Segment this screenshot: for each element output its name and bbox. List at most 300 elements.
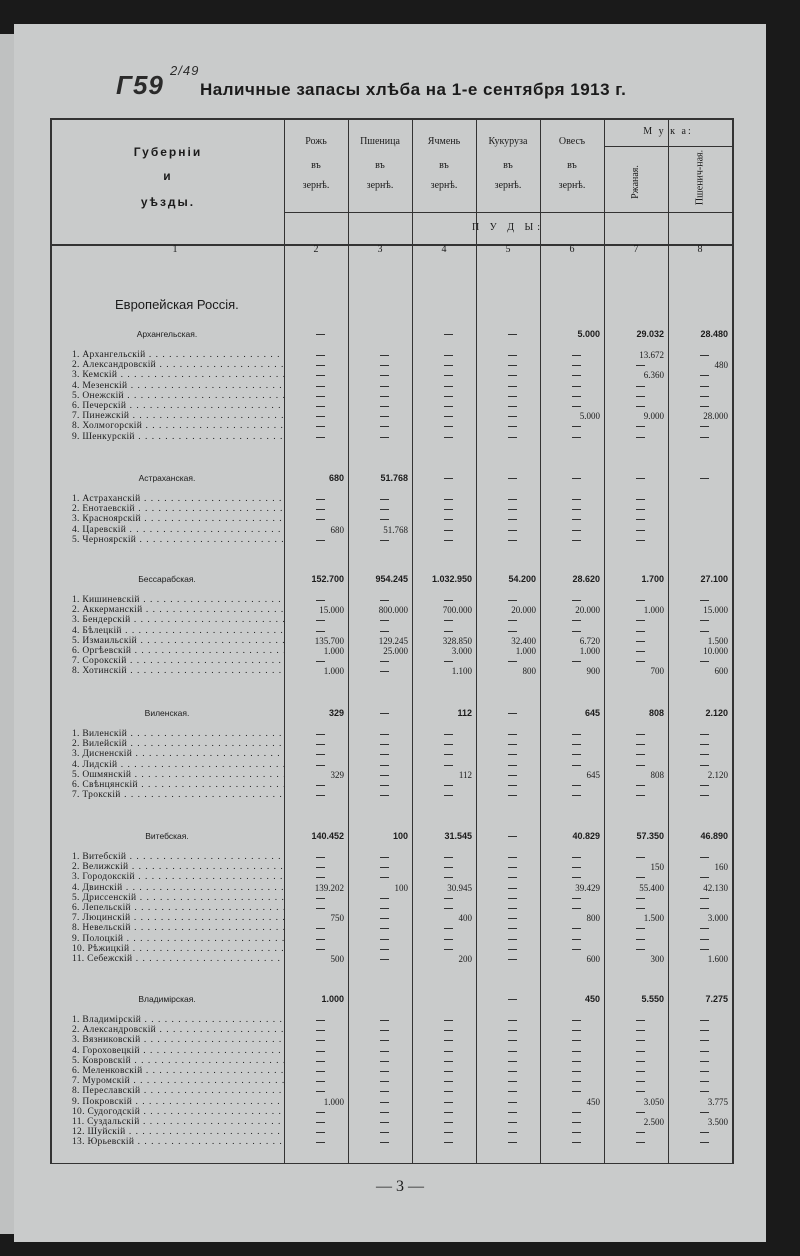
header-grain-label: въ [567,160,577,171]
empty-dash [636,396,645,397]
empty-dash [316,661,325,662]
empty-dash [316,1020,325,1021]
empty-dash [636,928,645,929]
table-column-line [604,118,605,1164]
empty-dash [508,519,517,520]
empty-dash [700,908,709,909]
empty-dash [380,365,389,366]
header-grain-label: Пшеница [360,136,400,147]
cell-value: 1.600 [707,954,728,964]
cell-value: 450 [586,1096,600,1107]
empty-dash [380,631,389,632]
empty-dash [444,1081,453,1082]
empty-dash [572,375,581,376]
cell-value: 900 [586,666,600,677]
page-number: — 3 — [376,1178,424,1195]
column-number: 2 [313,244,319,255]
district-name: 5. Черноярскій . . . [72,535,284,545]
empty-dash [444,1051,453,1052]
empty-dash [316,898,325,899]
empty-dash [700,375,709,376]
cell-value: 28.480 [700,329,728,339]
district-name: 3. Бендерскій . . . [72,615,284,625]
empty-dash [636,386,645,387]
table-top-line [50,118,734,120]
stamp-main: Г59 [116,70,164,100]
cell-value: 6.720 [579,635,600,646]
empty-dash [572,765,581,766]
empty-dash [316,744,325,745]
empty-dash [508,334,517,335]
empty-dash [380,416,389,417]
empty-dash [508,375,517,376]
header-grain-label: въ [439,160,449,171]
district-name: 5. Ошмянскій . . . [72,770,284,780]
empty-dash [444,426,453,427]
district-name: 1. Виленскій . . . [72,729,284,739]
empty-dash [636,1030,645,1031]
empty-dash [572,1061,581,1062]
empty-dash [316,1051,325,1052]
empty-dash [380,375,389,376]
empty-dash [380,795,389,796]
empty-dash [700,1081,709,1082]
cell-value: 5.000 [577,329,600,339]
empty-dash [380,713,389,714]
governorate-name: Архангельская. [136,329,198,339]
cell-value: 152.700 [311,574,344,584]
empty-dash [380,1132,389,1133]
header-grain-label: зернѣ. [366,180,394,191]
district-name: 2. Велижскій . . . [72,862,284,872]
empty-dash [508,1030,517,1031]
empty-dash [444,396,453,397]
district-name: 11. Себежскій . . . [72,954,284,964]
header-grain-label: въ [503,160,513,171]
district-name: 6. Меленковскій . . . [72,1066,284,1076]
empty-dash [508,530,517,531]
cell-value: 135.700 [314,635,344,646]
empty-dash [636,908,645,909]
empty-dash [508,1081,517,1082]
page-title: Наличные запасы хлѣба на 1-е сентября 1913 г. [200,80,627,99]
cell-value: 800 [522,666,536,677]
empty-dash [316,509,325,510]
empty-dash [380,949,389,950]
empty-dash [572,386,581,387]
empty-dash [508,416,517,417]
empty-dash [316,939,325,940]
empty-dash [636,426,645,427]
header-flour-label: М у к а: [643,126,693,137]
empty-dash [700,1040,709,1041]
empty-dash [700,478,709,479]
empty-dash [444,908,453,909]
empty-dash [316,540,325,541]
empty-dash [380,355,389,356]
cell-value: 46.890 [700,831,728,841]
empty-dash [316,365,325,366]
empty-dash [508,877,517,878]
empty-dash [380,877,389,878]
empty-dash [316,765,325,766]
header-grain-label: зернѣ. [430,180,458,191]
empty-dash [380,1081,389,1082]
cell-value: 150 [650,862,664,873]
cell-value: 680 [328,473,344,483]
cell-value: 100 [392,831,408,841]
cell-value: 1.700 [641,574,664,584]
empty-dash [636,499,645,500]
empty-dash [316,1040,325,1041]
district-name: 13. Юрьевскій . . . [72,1137,284,1147]
cell-value: 328.850 [442,635,472,646]
cell-value: 1.000 [643,605,664,616]
empty-dash [700,1071,709,1072]
cell-value: 800.000 [378,605,408,616]
cell-value: 15.000 [319,605,344,616]
empty-dash [444,1112,453,1113]
empty-dash [572,785,581,786]
empty-dash [444,499,453,500]
empty-dash [444,631,453,632]
empty-dash [380,918,389,919]
cell-value: 28.000 [703,411,728,422]
empty-dash [316,908,325,909]
empty-dash [700,734,709,735]
governorate-name: Владимірская. [138,994,196,1004]
cell-value: 808 [650,769,664,780]
empty-dash [380,775,389,776]
district-name: 11. Суздальскій . . . [72,1117,284,1127]
empty-dash [316,600,325,601]
district-name: 7. Трокскій . . . [72,790,284,800]
empty-dash [444,540,453,541]
cell-value: 39.429 [575,882,600,893]
cell-value: 800 [586,913,600,924]
empty-dash [380,765,389,766]
cell-value: 55.400 [639,882,664,893]
empty-dash [444,857,453,858]
empty-dash [636,754,645,755]
district-name: 4. Мезенскій . . . [72,381,284,391]
empty-dash [636,1040,645,1041]
empty-dash [316,785,325,786]
cell-value: 51.768 [380,473,408,483]
empty-dash [508,918,517,919]
empty-dash [508,386,517,387]
empty-dash [700,877,709,878]
empty-dash [316,1122,325,1123]
empty-dash [316,754,325,755]
district-name: 4. Царевскій . . . [72,525,284,535]
empty-dash [572,1020,581,1021]
cell-value: 600 [714,666,728,677]
empty-dash [636,949,645,950]
empty-dash [380,1142,389,1143]
empty-dash [636,939,645,940]
cell-value: 200 [458,954,472,964]
empty-dash [508,1142,517,1143]
empty-dash [636,1112,645,1113]
empty-dash [700,795,709,796]
empty-dash [316,375,325,376]
empty-dash [316,867,325,868]
unit-row-line [284,212,732,213]
cell-value: 3.000 [451,646,472,656]
archive-stamp [116,63,200,101]
empty-dash [444,406,453,407]
header-grain-label: зернѣ. [302,180,330,191]
empty-dash [572,857,581,858]
district-name: 1. Владимірскій . . . [72,1015,284,1025]
cell-value: 808 [648,708,664,718]
district-name: 2. Вилейскій . . . [72,739,284,749]
empty-dash [508,1112,517,1113]
empty-dash [380,1122,389,1123]
district-name: 2. Александровскій . . . [72,360,284,370]
empty-dash [572,426,581,427]
empty-dash [636,1051,645,1052]
cell-value: 2.120 [705,708,728,718]
empty-dash [636,661,645,662]
empty-dash [380,939,389,940]
empty-dash [508,396,517,397]
empty-dash [316,519,325,520]
cell-value: 100 [394,882,408,893]
cell-value: 2.500 [643,1117,664,1127]
column-number: 7 [633,244,639,255]
empty-dash [444,530,453,531]
district-name: 9. Шенкурскій . . . [72,432,284,442]
empty-dash [508,1132,517,1133]
empty-dash [700,437,709,438]
empty-dash [508,600,517,601]
empty-dash [444,416,453,417]
empty-dash [380,867,389,868]
header-grain-label: зернѣ. [558,180,586,191]
cell-value: 3.500 [707,1117,728,1127]
empty-dash [316,355,325,356]
empty-dash [380,1030,389,1031]
empty-dash [636,898,645,899]
cell-value: 40.829 [572,831,600,841]
empty-dash [508,939,517,940]
empty-dash [444,519,453,520]
empty-dash [444,1030,453,1031]
empty-dash [508,857,517,858]
cell-value: 1.000 [515,646,536,656]
empty-dash [316,734,325,735]
empty-dash [444,939,453,940]
table-bottom-line [50,1163,734,1164]
empty-dash [572,1030,581,1031]
cell-value: 25.000 [383,646,408,656]
empty-dash [700,426,709,427]
empty-dash [572,1132,581,1133]
empty-dash [700,1061,709,1062]
empty-dash [700,396,709,397]
empty-dash [508,775,517,776]
empty-dash [636,651,645,652]
empty-dash [700,928,709,929]
empty-dash [380,386,389,387]
empty-dash [572,867,581,868]
empty-dash [700,661,709,662]
cell-value: 700 [650,666,664,677]
governorate-name: Бессарабская. [138,574,196,584]
empty-dash [444,1061,453,1062]
empty-dash [636,734,645,735]
district-name: 7. Сорокскій . . . [72,656,284,666]
empty-dash [508,355,517,356]
empty-dash [380,1040,389,1041]
empty-dash [700,939,709,940]
district-name: 3. Кемскій . . . [72,370,284,380]
header-grain-label: Ячмень [427,136,461,147]
empty-dash [380,1051,389,1052]
district-name: 9. Полоцкій . . . [72,934,284,944]
table-column-line [732,118,734,1164]
cell-value: 15.000 [703,605,728,616]
empty-dash [636,540,645,541]
empty-dash [444,877,453,878]
empty-dash [444,1102,453,1103]
cell-value: 600 [586,954,600,964]
header-grain-label: въ [311,160,321,171]
header-grain-label: зернѣ. [494,180,522,191]
empty-dash [508,1061,517,1062]
cell-value: 112 [458,769,472,780]
column-number: 5 [505,244,511,255]
cell-value: 2.120 [707,769,728,780]
empty-dash [316,499,325,500]
table-column-line [50,118,52,1164]
district-name: 1. Витебскій . . . [72,852,284,862]
empty-dash [572,620,581,621]
empty-dash [316,631,325,632]
cell-value: 1.000 [323,646,344,656]
empty-dash [508,908,517,909]
empty-dash [636,1020,645,1021]
empty-dash [700,1132,709,1133]
empty-dash [700,754,709,755]
empty-dash [572,1142,581,1143]
empty-dash [700,949,709,950]
empty-dash [636,519,645,520]
empty-dash [444,1040,453,1041]
empty-dash [380,661,389,662]
cell-value: 680 [330,524,344,535]
empty-dash [572,509,581,510]
district-name: 8. Холмогорскій . . . [72,421,284,431]
empty-dash [508,509,517,510]
empty-dash [444,898,453,899]
cell-value: 20.000 [575,605,600,616]
empty-dash [380,437,389,438]
empty-dash [380,600,389,601]
cell-value: 20.000 [511,605,536,616]
district-name: 7. Пинежскій . . . [72,411,284,421]
district-name: 8. Невельскій . . . [72,923,284,933]
empty-dash [444,437,453,438]
cell-value: 54.200 [508,574,536,584]
district-name: 2. Александровскій . . . [72,1025,284,1035]
empty-dash [444,375,453,376]
district-name: 3. Вязниковскій . . . [72,1035,284,1045]
cell-value: 329 [328,708,344,718]
empty-dash [636,631,645,632]
header-gov-label: и [163,169,173,183]
region-title: Европейская Россія. [115,297,239,312]
governorate-name: Астраханская. [138,473,196,483]
empty-dash [444,734,453,735]
district-name: 1. Архангельскій . . . [72,350,284,360]
stamp-fraction: 2/49 [170,63,200,78]
empty-dash [380,959,389,960]
empty-dash [572,1122,581,1123]
empty-dash [316,928,325,929]
cell-value: 3.775 [707,1096,728,1107]
cell-value: 28.620 [572,574,600,584]
empty-dash [508,999,517,1000]
empty-dash [444,365,453,366]
district-name: 6. Печерскій . . . [72,401,284,411]
cell-value: 9.000 [643,411,664,422]
cell-value: 750 [330,913,344,924]
flour-subheader-line [604,146,732,147]
empty-dash [572,406,581,407]
cell-value: 5.550 [641,994,664,1004]
empty-dash [508,754,517,755]
empty-dash [572,1040,581,1041]
empty-dash [636,1091,645,1092]
cell-value: 954.245 [375,574,408,584]
empty-dash [444,1071,453,1072]
empty-dash [572,744,581,745]
empty-dash [700,386,709,387]
district-name: 8. Переславскій . . . [72,1086,284,1096]
cell-value: 300 [650,954,664,964]
header-grain-label: въ [375,160,385,171]
empty-dash [572,928,581,929]
empty-dash [380,671,389,672]
empty-dash [572,355,581,356]
empty-dash [380,426,389,427]
cell-value: 500 [330,954,344,964]
empty-dash [508,734,517,735]
empty-dash [508,620,517,621]
empty-dash [316,1112,325,1113]
cell-value: 10.000 [703,646,728,656]
district-name: 5. Измаильскій . . . [72,636,284,646]
empty-dash [572,365,581,366]
empty-dash [636,1132,645,1133]
empty-dash [444,928,453,929]
empty-dash [636,509,645,510]
empty-dash [508,795,517,796]
empty-dash [572,1071,581,1072]
empty-dash [316,406,325,407]
empty-dash [572,540,581,541]
empty-dash [572,530,581,531]
district-name: 5. Онежскій . . . [72,391,284,401]
column-number: 1 [172,244,178,255]
empty-dash [508,785,517,786]
empty-dash [444,600,453,601]
district-name: 4. Двинскій . . . [72,883,284,893]
empty-dash [572,478,581,479]
